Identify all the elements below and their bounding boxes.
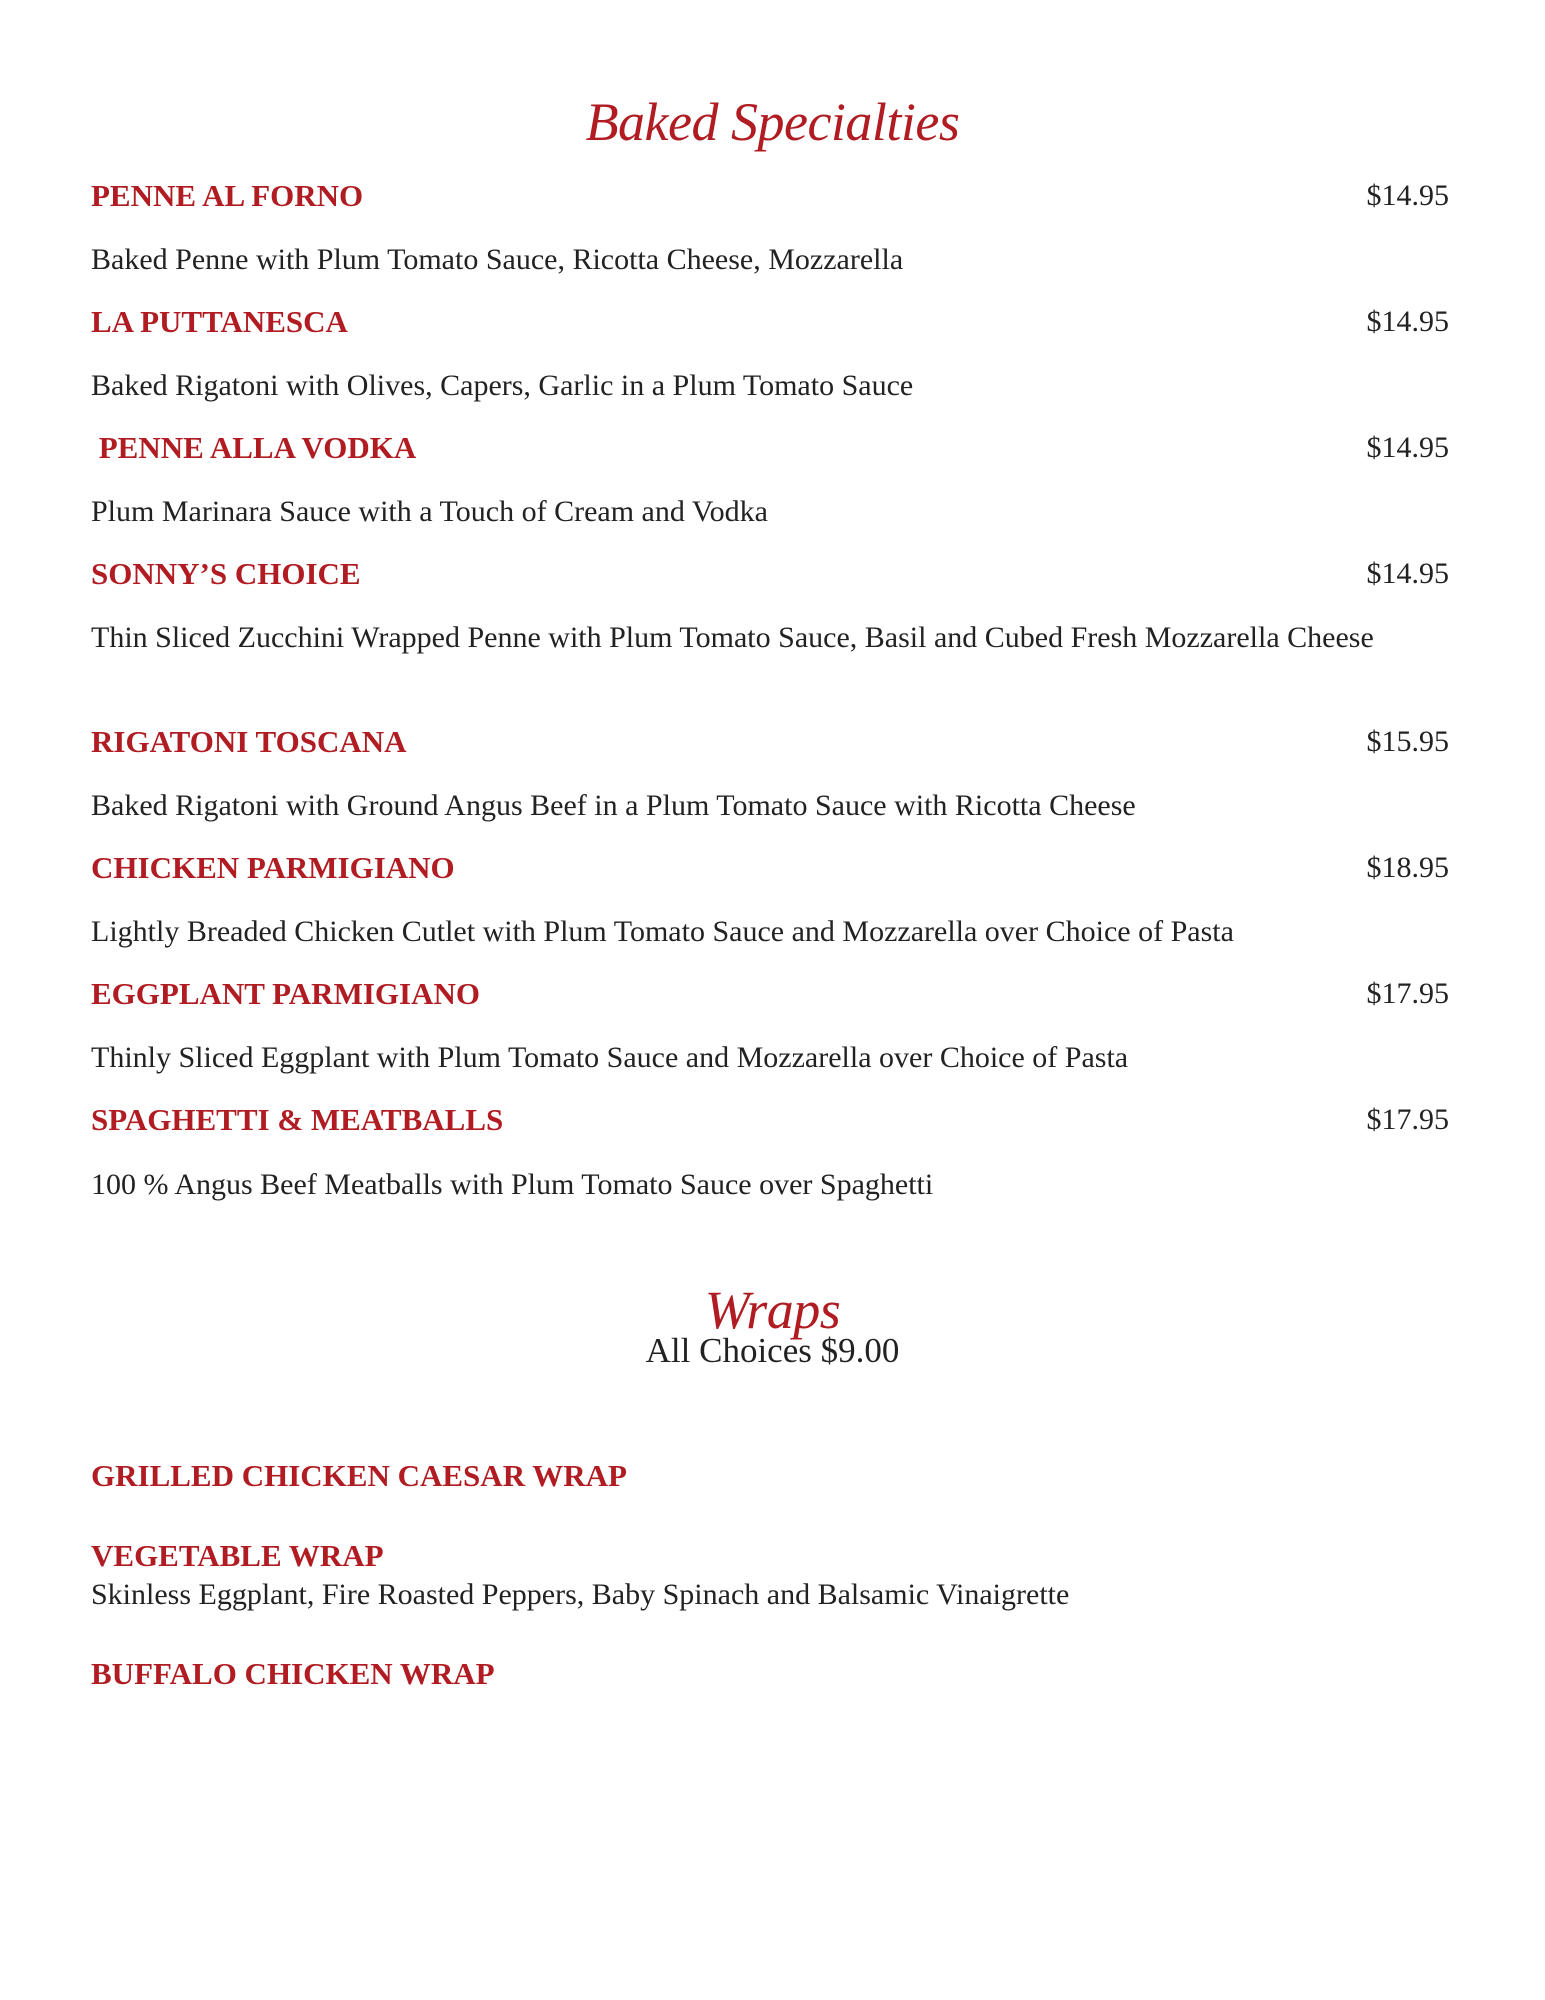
- menu-item-price: $14.95: [1366, 179, 1449, 212]
- wrap-item-description: Skinless Eggplant, Fire Roasted Peppers, Baby Spinach and Balsamic Vinaigrette: [91, 1578, 1070, 1611]
- wrap-item-name: BUFFALO CHICKEN WRAP: [91, 1656, 495, 1691]
- menu-item-name: SPAGHETTI & MEATBALLS: [91, 1102, 504, 1137]
- menu-item-name: RIGATONI TOSCANA: [91, 724, 407, 759]
- menu-item-name: CHICKEN PARMIGIANO: [91, 850, 455, 885]
- menu-item-name: LA PUTTANESCA: [91, 304, 348, 339]
- menu-item-name: PENNE AL FORNO: [91, 178, 364, 213]
- menu-item-description: Thinly Sliced Eggplant with Plum Tomato Sauce and Mozzarella over Choice of Pasta: [91, 1041, 1129, 1074]
- menu-item-description: Baked Rigatoni with Olives, Capers, Garlic in a Plum Tomato Sauce: [91, 369, 914, 402]
- menu-item-price: $15.95: [1366, 725, 1449, 758]
- baked-specialties-title: Baked Specialties: [585, 92, 960, 152]
- menu-item-description: Plum Marinara Sauce with a Touch of Cream and Vodka: [91, 495, 768, 528]
- menu-item-name: PENNE ALLA VODKA: [91, 430, 417, 465]
- menu-item-price: $18.95: [1366, 851, 1449, 884]
- menu-item-price: $17.95: [1366, 1103, 1449, 1136]
- menu-item-description: 100 % Angus Beef Meatballs with Plum Tomato Sauce over Spaghetti: [91, 1168, 934, 1201]
- wraps-price-note: All Choices $9.00: [645, 1331, 900, 1370]
- menu-item-price: $14.95: [1366, 557, 1449, 590]
- wraps-title: Wraps: [704, 1280, 841, 1340]
- menu-item-description: Baked Penne with Plum Tomato Sauce, Ricotta Cheese, Mozzarella: [91, 243, 904, 276]
- menu-item-name: EGGPLANT PARMIGIANO: [91, 976, 480, 1011]
- menu-item-description: Lightly Breaded Chicken Cutlet with Plum Tomato Sauce and Mozzarella over Choice of Pasta: [91, 915, 1234, 948]
- wrap-item-name: GRILLED CHICKEN CAESAR WRAP: [91, 1458, 627, 1493]
- menu-item-price: $14.95: [1366, 431, 1449, 464]
- menu-item-name: SONNY’S CHOICE: [91, 556, 361, 591]
- wrap-item-name: VEGETABLE WRAP: [91, 1538, 384, 1573]
- menu-item-price: $14.95: [1366, 305, 1449, 338]
- menu-item-description: Baked Rigatoni with Ground Angus Beef in a Plum Tomato Sauce with Ricotta Cheese: [91, 789, 1136, 822]
- menu-item-description: Thin Sliced Zucchini Wrapped Penne with Plum Tomato Sauce, Basil and Cubed Fresh Mozzarella Cheese: [91, 621, 1374, 654]
- menu-item-price: $17.95: [1366, 977, 1449, 1010]
